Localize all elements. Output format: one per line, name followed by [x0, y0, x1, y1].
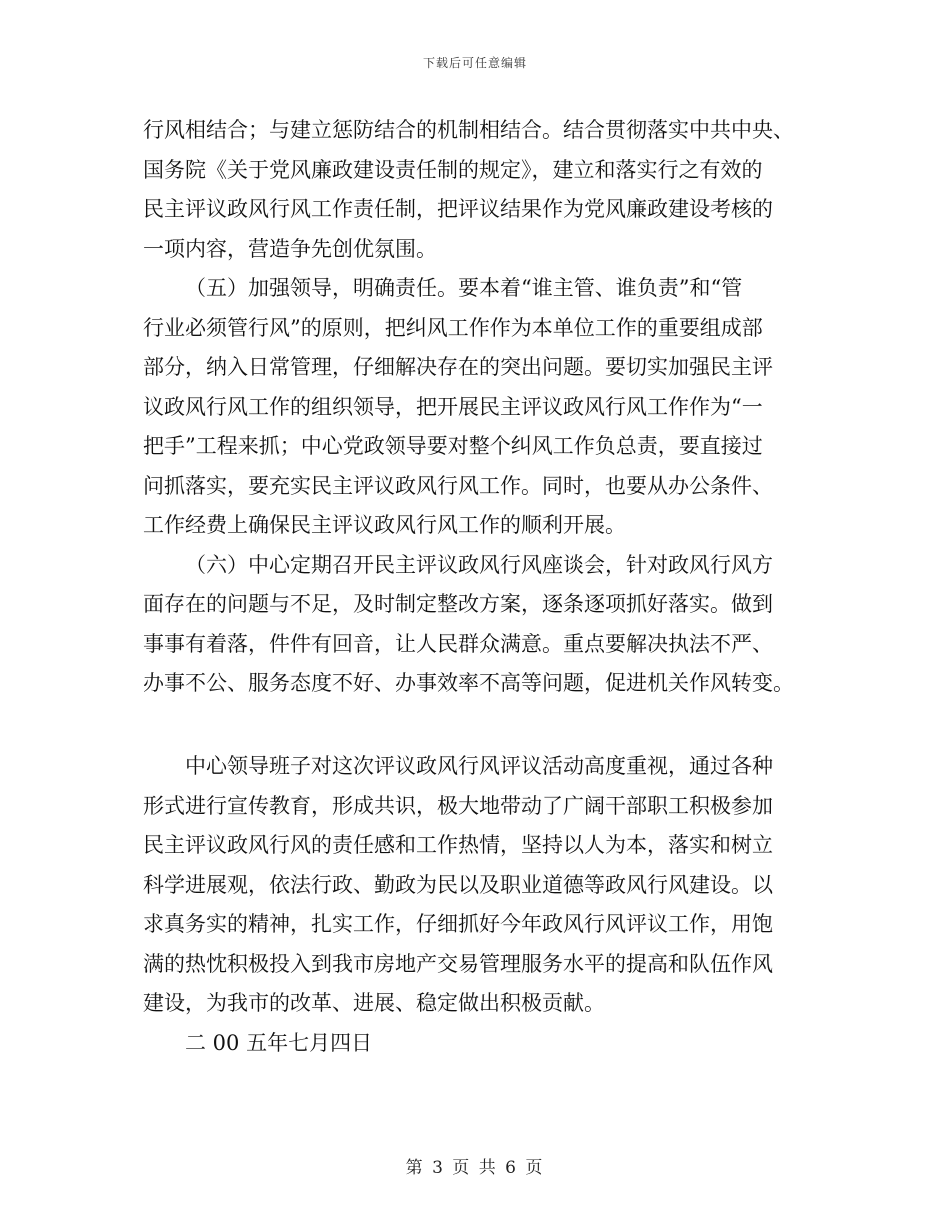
text-line: 办事不公、服务态度不好、办事效率不高等问题，促进机关作风转变。	[143, 671, 794, 695]
text-line: 求真务实的精神，扎实工作，仔细抓好今年政风行风评议工作，用饱	[143, 912, 773, 936]
text-line: 议政风行风工作的组织领导，把开展民主评议政风行风工作作为“一	[143, 394, 763, 419]
text-line: 把手”工程来抓；中心党政领导要对整个纠风工作负总责，要直接过	[143, 434, 763, 458]
text-line: 事事有着落，件件有回音，让人民群众满意。重点要解决执法不严、	[143, 631, 773, 656]
text-line: 民主评议政风行风的责任感和工作热情，坚持以人为本，落实和树立	[143, 833, 773, 857]
text-line: 行业必须管行风”的原则，把纠风工作作为本单位工作的重要组成部	[143, 315, 763, 340]
text-line: 行风相结合；与建立惩防结合的机制相结合。结合贯彻落实中共中央、	[143, 118, 794, 142]
page-header: 下载后可任意编辑	[422, 56, 527, 70]
text-line: 问抓落实，要充实民主评议政风行风工作。同时，也要从办公条件、	[143, 473, 773, 498]
text-line: 中心领导班子对这次评议政风行风评议活动高度重视，通过各种	[185, 754, 773, 778]
text-line: 民主评议政风行风工作责任制，把评议结果作为党风廉政建设考核的	[143, 197, 773, 221]
date-line: 二 00 五年七月四日	[185, 1030, 373, 1055]
text-line: 国务院《关于党风廉政建设责任制的规定》，建立和落实行之有效的	[143, 157, 763, 182]
text-line: 一项内容，营造争先创优氛围。	[143, 236, 437, 261]
text-line: 工作经费上确保民主评议政风行风工作的顺利开展。	[143, 513, 626, 537]
text-line: 建设，为我市的改革、进展、稳定做出积极贡献。	[143, 991, 605, 1015]
text-line: 部分，纳入日常管理，仔细解决存在的突出问题。要切实加强民主评	[143, 355, 773, 379]
text-line: 形式进行宣传教育，形成共识，极大地带动了广阔干部职工积极参加	[143, 793, 773, 818]
text-line: 科学进展观，依法行政、勤政为民以及职业道德等政风行风建设。以	[143, 872, 773, 897]
text-line: （六）中心定期召开民主评议政风行风座谈会，针对政风行风方	[185, 552, 773, 577]
text-line: 满的热忱积极投入到我市房地产交易管理服务水平的提高和队伍作风	[143, 951, 773, 976]
body-section-2	[143, 747, 807, 1063]
page-footer: 第 3 页 共 6 页	[405, 1158, 545, 1178]
body-section-1	[143, 111, 807, 704]
text-line: 面存在的问题与不足，及时制定整改方案，逐条逐项抓好落实。做到	[143, 592, 773, 616]
text-line: （五）加强领导，明确责任。要本着“谁主管、谁负责”和“管	[185, 276, 743, 300]
